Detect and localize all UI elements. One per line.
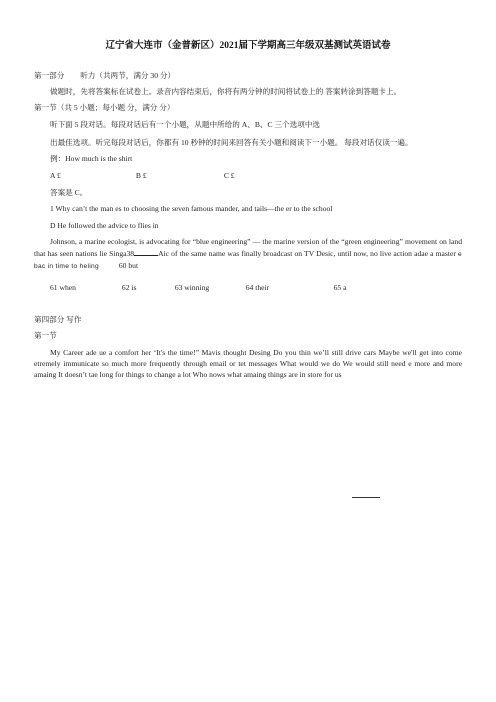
passage-before-blank: Johnson, a marine ecologist, is advocating for “blue engineering” — the marine version of the “green engineering” movement on land that has seen nations lie Singa38 bbox=[34, 237, 462, 259]
passage-after-blank: Aic of the same name was finally broadcast on TV Desic, until now, no live action adae a master bbox=[158, 249, 456, 259]
part1-heading-line bbox=[34, 71, 175, 81]
passage-sans-fragment: e bac in time to heling bbox=[34, 251, 462, 271]
part1-heading: 第一部分 bbox=[34, 71, 65, 80]
answer-option-61: 61 when bbox=[50, 283, 76, 292]
answer-option-62: 62 is bbox=[121, 283, 137, 292]
example-answer: 答案是 C。 bbox=[50, 188, 88, 197]
answer-option-63: 63 winning bbox=[174, 283, 210, 292]
cloze-passage bbox=[34, 236, 462, 273]
writing-passage: My Career ade ue a comfort her ‘It's the time!” Mavis thought Desing Do you thin we’ll still drive cars Maybe we'll get into come etremely immunicate so much more frequently through email or tet messages What would we do We would still need e more and more amaing It doesn’t tae long for things to change a lot Who nows what amaing things are in store for us bbox=[34, 348, 462, 380]
part1-subheading: 听力（共两节，满分 30 分） bbox=[80, 71, 176, 80]
part4-section: 第一节 bbox=[34, 331, 57, 340]
part4-heading: 第四部分 写作 bbox=[34, 315, 82, 324]
option-a: A £ bbox=[50, 171, 61, 180]
page-title: 辽宁省大连市（金普新区）2021届下学期高三年级双基测试英语试卷 bbox=[105, 41, 391, 51]
part1-instruction: 做题时，先将答案标在试卷上。录音内容结束后，你将有两分钟的时间将试卷上的 答案转涂到答题卡上。 bbox=[50, 87, 402, 96]
example-options bbox=[50, 171, 235, 181]
option-c: C £ bbox=[223, 171, 235, 180]
answer-option-65: 65 a bbox=[333, 283, 347, 292]
example-question: 例：How much is the shirt bbox=[50, 154, 133, 163]
question-1: 1 Why can’t the man es to choosing the seven famous mander, and tails—the er to the school bbox=[50, 204, 333, 213]
section1-line2: 出最佳选项。听完每段对话后，你都有 10 秒钟的时间来回答有关小题和阅读下一小题。 每段对话仅读一遍。 bbox=[50, 138, 413, 147]
answer-option-64: 64 their bbox=[245, 283, 270, 292]
section1-heading: 第一节（共 5 小题；每小题 分，满分 分） bbox=[34, 103, 175, 112]
answer-underline bbox=[352, 497, 380, 498]
passage-end: 60 but bbox=[118, 261, 139, 271]
option-b: B £ bbox=[135, 171, 147, 180]
answer-options-row bbox=[50, 283, 347, 293]
question-1-option-d: D He followed the advice to flies in bbox=[50, 221, 159, 230]
section1-line1: 听下面 5 段对话。每段对话后有一个小题，从题中所给的 A、B、C 三个选项中选 bbox=[50, 120, 321, 129]
answer-blank bbox=[134, 247, 158, 256]
